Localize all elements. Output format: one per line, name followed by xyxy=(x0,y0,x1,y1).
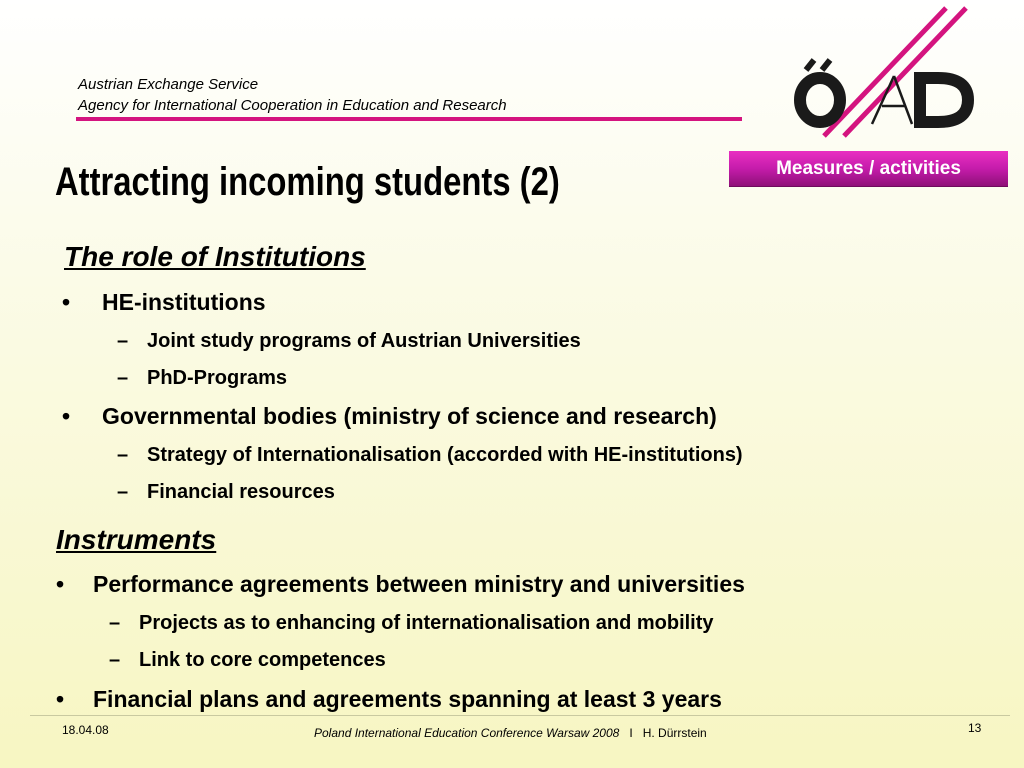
sub-list-item-text: PhD-Programs xyxy=(147,367,288,389)
logo-letter-o xyxy=(800,78,840,122)
header-divider xyxy=(76,117,742,121)
footer-separator: I xyxy=(629,726,633,740)
sub-list-item xyxy=(117,328,817,354)
section-heading-role-of-institutions: The role of Institutions xyxy=(64,241,366,272)
dash: – xyxy=(117,367,129,389)
sub-list-item xyxy=(117,479,817,505)
dash: – xyxy=(109,649,121,671)
oead-logo xyxy=(790,0,980,150)
sub-list-item-text: Joint study programs of Austrian Universities xyxy=(147,330,581,352)
bullet: • xyxy=(62,403,71,429)
dash: – xyxy=(109,612,121,634)
section-badge: Measures / activities xyxy=(729,151,1008,187)
footer-credit xyxy=(314,726,707,740)
sub-list-item-text: Financial resources xyxy=(147,481,335,503)
org-line-2: Agency for International Cooperation in Education and Research xyxy=(78,97,507,114)
bullet: • xyxy=(56,571,65,597)
sub-list-item-text: Projects as to enhancing of internationalisation and mobility xyxy=(139,612,714,634)
logo-letter-d xyxy=(920,78,968,122)
org-line-1: Austrian Exchange Service xyxy=(78,76,259,93)
sub-list-item-text: Strategy of Internationalisation (accorded with HE-institutions) xyxy=(147,444,743,466)
footer-conference: Poland International Education Conference Warsaw 2008 xyxy=(314,726,620,740)
page-title: Attracting incoming students (2) xyxy=(55,160,560,204)
sub-list-item xyxy=(117,442,1017,468)
sub-list-item xyxy=(109,610,1009,636)
section-heading-instruments: Instruments xyxy=(56,524,217,555)
list-item xyxy=(62,288,762,316)
list-item-text: HE-institutions xyxy=(102,289,266,315)
organisation-name xyxy=(78,74,507,116)
dash: – xyxy=(117,444,129,466)
list-item xyxy=(62,402,962,430)
list-item-text: Performance agreements between ministry and universities xyxy=(93,571,745,597)
footer-divider xyxy=(30,715,1010,716)
bullet: • xyxy=(62,289,71,315)
sub-list-item-text: Link to core competences xyxy=(139,649,386,671)
list-item-text: Financial plans and agreements spanning at least 3 years xyxy=(93,686,722,712)
list-item xyxy=(56,570,956,598)
list-item xyxy=(56,685,956,713)
bullet: • xyxy=(56,686,65,712)
sub-list-item xyxy=(117,365,817,391)
footer-date: 18.04.08 xyxy=(62,723,109,737)
page-number: 13 xyxy=(968,721,982,735)
sub-list-item xyxy=(109,647,809,673)
dash: – xyxy=(117,481,129,503)
list-item-text: Governmental bodies (ministry of science and research) xyxy=(102,403,717,429)
footer-author: H. Dürrstein xyxy=(642,726,707,740)
dash: – xyxy=(117,330,129,352)
